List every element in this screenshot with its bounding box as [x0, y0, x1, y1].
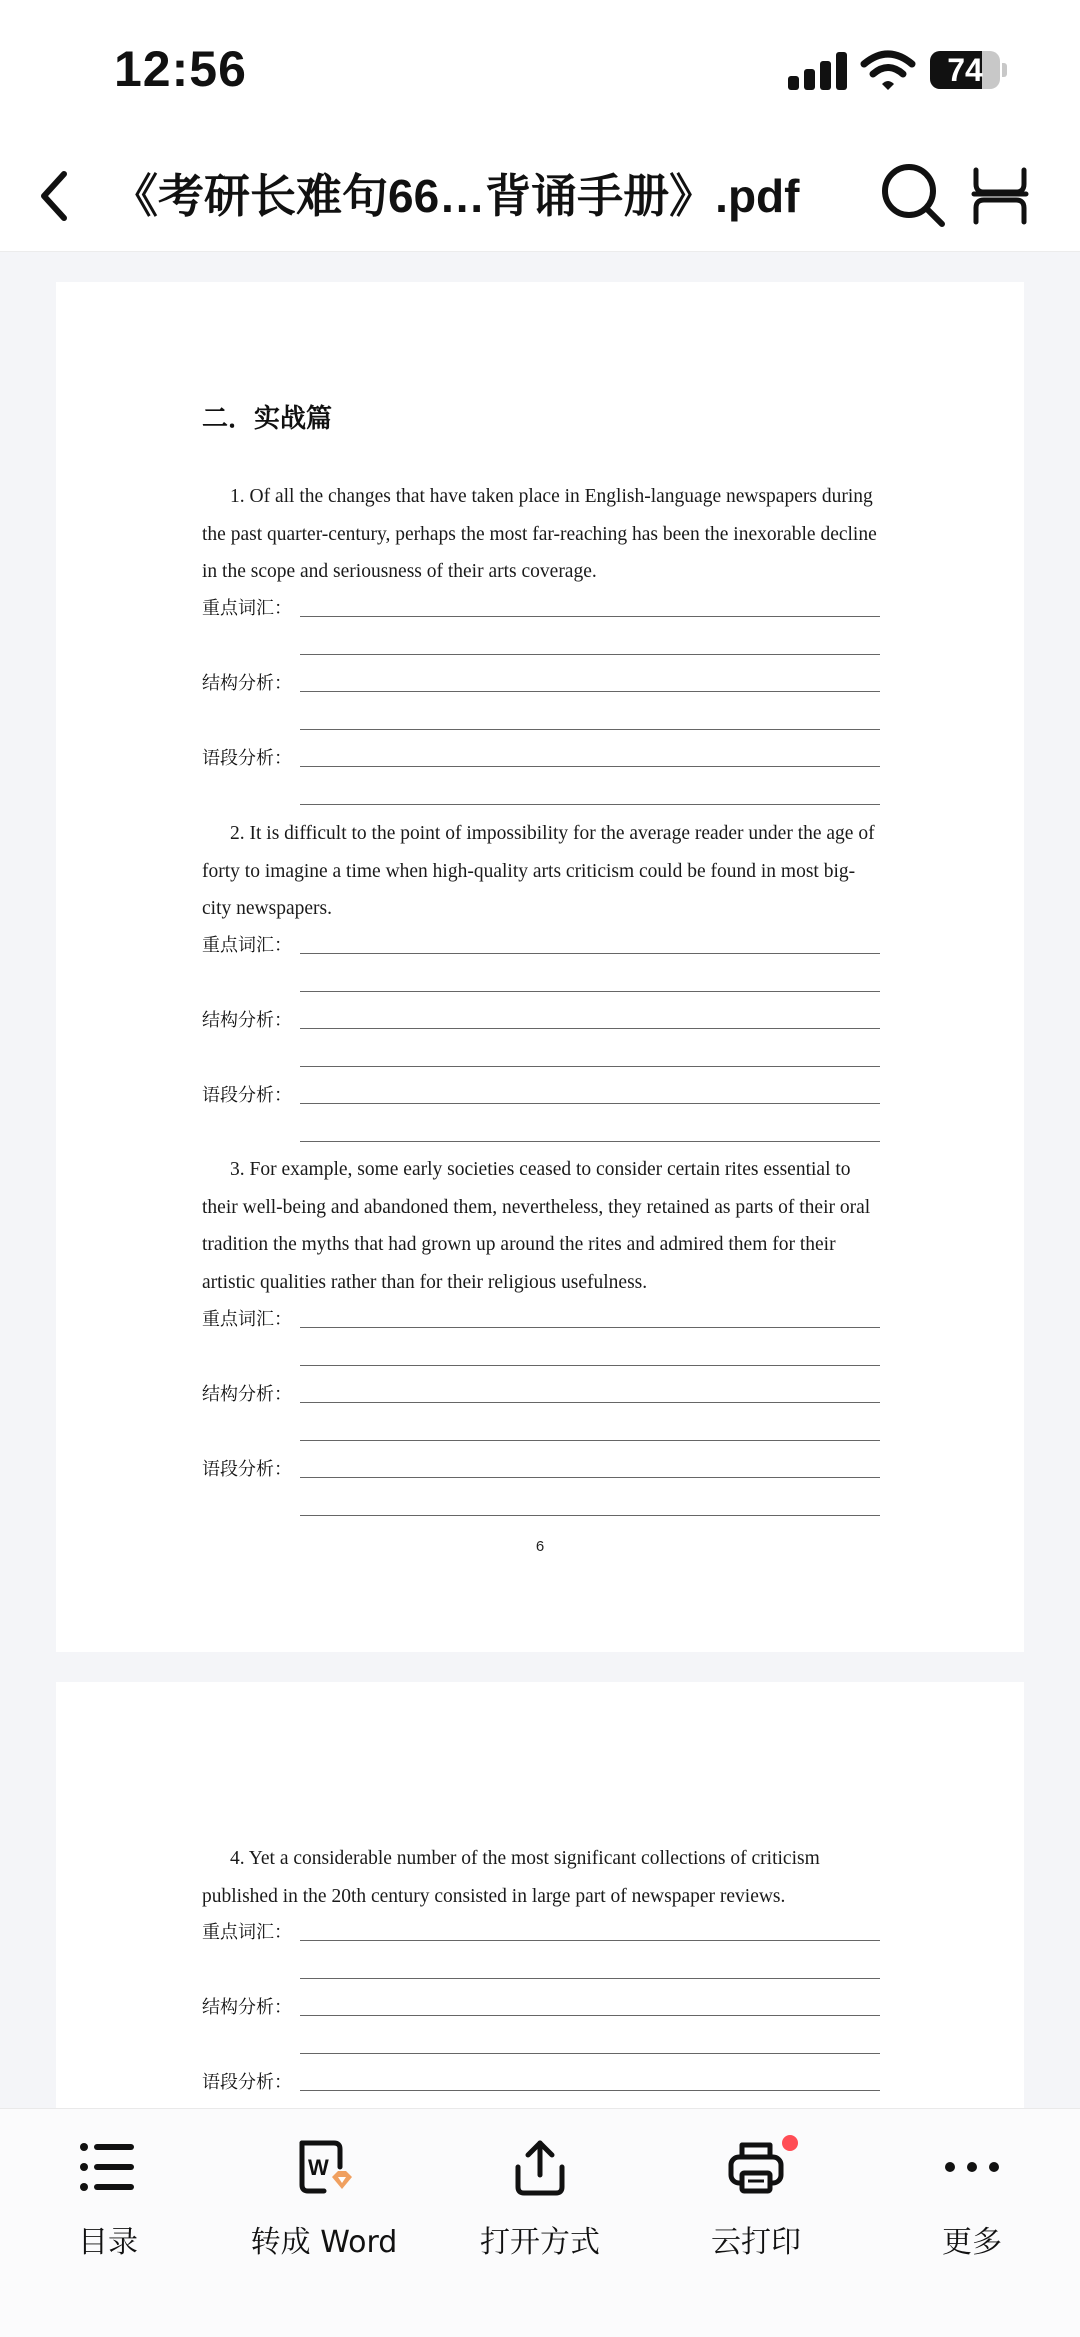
more-dots-icon — [942, 2137, 1002, 2197]
status-bar — [0, 0, 1080, 140]
answer-line — [300, 1365, 880, 1366]
answer-line — [300, 1141, 880, 1142]
share-icon — [510, 2137, 570, 2197]
convert-to-word-label: 转成 Word — [250, 2225, 398, 2260]
answer-line — [300, 2015, 880, 2016]
answer-line — [300, 1978, 880, 1979]
reading-mode-icon[interactable] — [970, 164, 1030, 228]
answer-line — [300, 1402, 880, 1403]
answer-line — [300, 1477, 880, 1478]
row-label-passage: 语段分析： — [202, 2072, 292, 2093]
convert-to-word-button[interactable] — [216, 2127, 432, 2307]
toc-label: 目录 — [78, 2225, 138, 2260]
notification-dot — [782, 2135, 798, 2151]
section-title: 二．实战篇 — [202, 404, 333, 434]
row-label-structure: 结构分析： — [202, 1010, 292, 1031]
answer-line — [300, 1440, 880, 1441]
answer-line — [300, 766, 880, 767]
pdf-page — [56, 282, 1024, 1652]
row-label-structure: 结构分析： — [202, 1997, 292, 2018]
row-label-vocabulary: 重点词汇： — [202, 935, 292, 956]
row-label-vocabulary: 重点词汇： — [202, 1922, 292, 1943]
document-title: 《考研长难句66…背诵手册》.pdf — [112, 170, 800, 222]
toc-button[interactable] — [0, 2127, 216, 2307]
answer-line — [300, 2090, 880, 2091]
svg-text:W: W — [308, 2155, 329, 2180]
top-nav-bar — [0, 140, 1080, 252]
page-number: 6 — [535, 1538, 545, 1555]
answer-line — [300, 1515, 880, 1516]
row-label-passage: 语段分析： — [202, 1459, 292, 1480]
answer-line — [300, 729, 880, 730]
row-label-vocabulary: 重点词汇： — [202, 598, 292, 619]
search-icon[interactable] — [878, 160, 948, 230]
answer-line — [300, 654, 880, 655]
battery-icon — [930, 51, 1006, 89]
cloud-print-button[interactable] — [648, 2127, 864, 2307]
sentence-paragraph: 3. For example, some early societies ceased to consider certain rites essential to their well-being and abandoned them, nevertheless, they retained as parts of their oral tradition the myths that had grown up around the rites and admired them for their artistic qualities rather than for their religious usefulness. — [202, 1159, 871, 1293]
word-document-icon — [294, 2137, 354, 2197]
answer-line — [300, 1327, 880, 1328]
row-label-passage: 语段分析： — [202, 748, 292, 769]
row-label-vocabulary: 重点词汇： — [202, 1309, 292, 1330]
more-label: 更多 — [942, 2225, 1002, 2260]
cloud-print-label: 云打印 — [711, 2225, 801, 2260]
answer-line — [300, 1066, 880, 1067]
status-time: 12:56 — [114, 41, 247, 97]
answer-line — [300, 1940, 880, 1941]
wifi-icon — [860, 50, 916, 92]
row-label-structure: 结构分析： — [202, 673, 292, 694]
list-icon — [78, 2137, 138, 2197]
cellular-signal-icon — [788, 52, 848, 90]
sentence-paragraph: 4. Yet a considerable number of the most significant collections of criticism published in the 20th century consisted in large part of newspaper reviews. — [202, 1848, 820, 1907]
battery-level: 74 — [947, 52, 983, 88]
answer-line — [300, 991, 880, 992]
sentence-paragraph: 2. It is difficult to the point of impossibility for the average reader under the age of forty to imagine a time when high-quality arts criticism could be found in most big-city newspapers. — [202, 823, 875, 919]
sentence-paragraph: 1. Of all the changes that have taken place in English-language newspapers during the past quarter-century, perhaps the most far-reaching has been the inexorable decline in the scope and seriousness of their arts coverage. — [202, 486, 877, 582]
bottom-toolbar — [0, 2108, 1080, 2337]
more-button[interactable] — [864, 2127, 1080, 2307]
answer-line — [300, 616, 880, 617]
answer-line — [300, 691, 880, 692]
answer-line — [300, 1028, 880, 1029]
answer-line — [300, 804, 880, 805]
open-with-label: 打开方式 — [480, 2225, 600, 2260]
row-label-passage: 语段分析： — [202, 1085, 292, 1106]
back-chevron-icon[interactable] — [30, 164, 80, 228]
answer-line — [300, 1103, 880, 1104]
row-label-structure: 结构分析： — [202, 1384, 292, 1405]
printer-icon — [726, 2137, 786, 2197]
open-with-button[interactable] — [432, 2127, 648, 2307]
answer-line — [300, 953, 880, 954]
answer-line — [300, 2053, 880, 2054]
